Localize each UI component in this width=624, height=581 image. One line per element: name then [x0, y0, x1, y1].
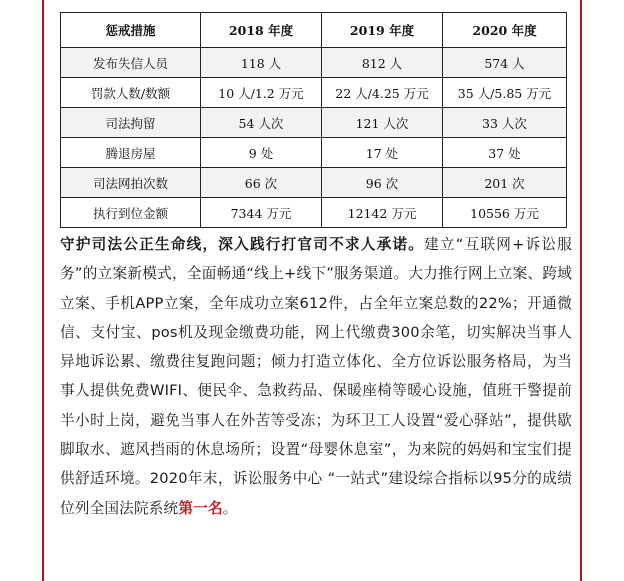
table-cell: 35 人/5.85 万元 — [443, 78, 567, 108]
header-2018: 2018 年度 — [201, 13, 322, 48]
header-2019: 2019 年度 — [322, 13, 443, 48]
table-cell: 执行到位金额 — [61, 198, 201, 228]
paragraph-body-text: 建立“互联网+诉讼服务”的立案新模式，全面畅通“线上+线下”服务渠道。大力推行网上立案、跨域立案、手机APP立案，全年成功立案612件，占全年立案总数的22%；开通微信、支付宝、pos机及现金缴费功能，网上代缴费300余笔，切实解决当事人异地诉讼累、缴费往复跑问题；倾力打造立体化、全方位诉讼服务格局，为当事人提供免费WIFI、便民伞、急救药品、保暖座椅等暖心设施，值班干警提前半小时上岗，避免当事人在外苦等受冻；为环卫工人设置“爱心驿站”，提供歇脚取水、遮风挡雨的休息场所；设置“母婴休息室”，为来院的妈妈和宝宝们提供舒适环境。2020年末，诉讼服务中心 “一站式”建设综合指标以95分的成绩位列全国法院系统 — [60, 236, 572, 517]
article-paragraph — [60, 230, 572, 523]
table-cell: 121 人次 — [322, 108, 443, 138]
table-row — [61, 48, 567, 78]
table-cell: 17 处 — [322, 138, 443, 168]
table-cell: 10556 万元 — [443, 198, 567, 228]
table-row — [61, 138, 567, 168]
statistics-table-container — [60, 12, 566, 228]
table-cell: 9 处 — [201, 138, 322, 168]
table-cell: 96 次 — [322, 168, 443, 198]
header-2020: 2020 年度 — [443, 13, 567, 48]
table-cell: 腾退房屋 — [61, 138, 201, 168]
table-row — [61, 168, 567, 198]
table-row — [61, 108, 567, 138]
highlight-first-place: 第一名 — [178, 499, 223, 517]
table-cell: 812 人 — [322, 48, 443, 78]
table-row — [61, 78, 567, 108]
table-cell: 22 人/4.25 万元 — [322, 78, 443, 108]
table-cell: 118 人 — [201, 48, 322, 78]
table-header-row — [61, 13, 567, 48]
enforcement-statistics-table — [60, 12, 567, 228]
table-cell: 司法拘留 — [61, 108, 201, 138]
table-cell: 司法网拍次数 — [61, 168, 201, 198]
table-cell: 7344 万元 — [201, 198, 322, 228]
table-row — [61, 198, 567, 228]
table-cell: 66 次 — [201, 168, 322, 198]
table-cell: 12142 万元 — [322, 198, 443, 228]
table-cell: 发布失信人员 — [61, 48, 201, 78]
paragraph-end-punctuation: 。 — [222, 499, 238, 517]
table-cell: 33 人次 — [443, 108, 567, 138]
table-cell: 201 次 — [443, 168, 567, 198]
table-cell: 10 人/1.2 万元 — [201, 78, 322, 108]
paragraph-lead-sentence: 守护司法公正生命线，深入践行打官司不求人承诺。 — [60, 236, 425, 253]
left-frame-border — [42, 0, 44, 581]
table-cell: 54 人次 — [201, 108, 322, 138]
table-cell: 574 人 — [443, 48, 567, 78]
header-measure: 惩戒措施 — [61, 13, 201, 48]
table-cell: 罚款人数/数额 — [61, 78, 201, 108]
table-cell: 37 处 — [443, 138, 567, 168]
right-frame-border — [580, 0, 582, 581]
